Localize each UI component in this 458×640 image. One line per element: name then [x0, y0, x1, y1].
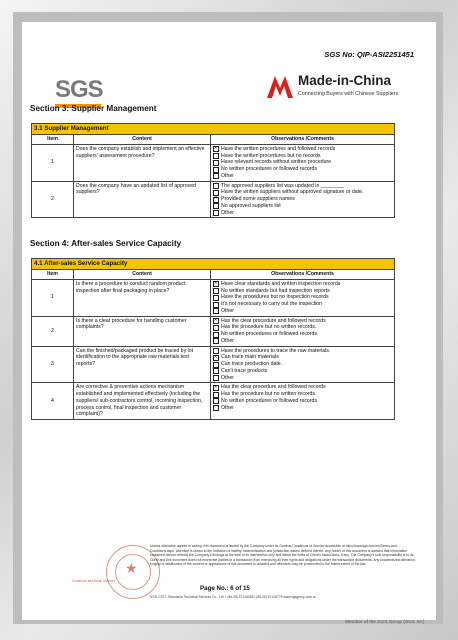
observations-cell: [211, 181, 395, 218]
checked-box-icon[interactable]: [213, 385, 219, 391]
option-label: Provided some suppliers names: [221, 196, 295, 203]
unchecked-box-icon[interactable]: [213, 203, 219, 209]
option-label: Other: [221, 209, 234, 216]
checked-box-icon[interactable]: [213, 355, 219, 361]
member-of-sgs: Member of the SGS Group (SGS SA): [345, 620, 425, 625]
option-label: No written standards but had inspection reports: [221, 287, 330, 294]
observation-option: [213, 210, 392, 217]
table-title: 3.1 Supplier Management: [32, 124, 395, 135]
option-label: Have clear standards and written inspection records: [221, 280, 341, 287]
unchecked-box-icon[interactable]: [213, 210, 219, 216]
option-label: No written procedures or followed records.: [221, 331, 319, 338]
section-3-title: Section 3: Supplier Management: [30, 104, 157, 113]
unchecked-box-icon[interactable]: [213, 368, 219, 374]
company-address: SGS-CSTC Standards Technical Services Co., Ltd. t (86-25) 67128085 f (86-25) 67128775 www.sgsgroup.com.cn: [150, 595, 317, 599]
observation-option: [213, 301, 392, 308]
unchecked-box-icon[interactable]: [213, 295, 219, 301]
checked-box-icon[interactable]: [213, 197, 219, 203]
option-label: Has the clear procedure and followed records: [221, 384, 326, 391]
option-label: No written procedures or followed records.: [221, 397, 319, 404]
item-number: 3: [32, 346, 74, 383]
observation-option: [213, 318, 392, 325]
observation-option: [213, 324, 392, 331]
item-number: 1: [32, 279, 74, 316]
option-label: No written procedures or followed records: [221, 166, 318, 173]
option-label: Can trace main materials: [221, 354, 279, 361]
option-label: Other: [221, 307, 234, 314]
table-row: [32, 144, 395, 181]
observation-option: [213, 288, 392, 295]
observation-option: [213, 153, 392, 160]
sgs-report-number: SGS No: QIP-ASI2251451: [324, 50, 414, 59]
option-label: Have the procedures to trace the raw materials.: [221, 347, 331, 354]
column-header-observations: Observations /Comments: [211, 135, 395, 145]
observation-option: [213, 189, 392, 196]
unchecked-box-icon[interactable]: [213, 362, 219, 368]
option-label: Can't trace products: [221, 367, 268, 374]
unchecked-box-icon[interactable]: [213, 167, 219, 173]
column-header-observations: Observations /Comments: [211, 270, 395, 280]
observation-option: [213, 338, 392, 345]
observation-option: [213, 375, 392, 382]
unchecked-box-icon[interactable]: [213, 375, 219, 381]
observation-option: [213, 361, 392, 368]
item-content: Does the company establish and implement an effective suppliers' assessment procedure?: [74, 144, 211, 181]
observation-option: [213, 159, 392, 166]
unchecked-box-icon[interactable]: [213, 392, 219, 398]
column-header-content: Content: [74, 135, 211, 145]
unchecked-box-icon[interactable]: [213, 308, 219, 314]
item-content: Is there a clear procedure for handling customer complaints?: [74, 316, 211, 346]
document-page: [22, 22, 436, 625]
checked-box-icon[interactable]: [213, 146, 219, 152]
table-row: [32, 346, 395, 383]
item-content: Is there a procedure to conduct random product inspection after final packaging in place?: [74, 279, 211, 316]
sgs-logo-text: SGS: [55, 76, 103, 103]
table-row: [32, 181, 395, 218]
checked-box-icon[interactable]: [213, 281, 219, 287]
observation-option: [213, 183, 392, 190]
unchecked-box-icon[interactable]: [213, 398, 219, 404]
option-label: Has the clear procedure and followed records: [221, 317, 326, 324]
option-label: Have the written suppliers without approved signature or date.: [221, 189, 364, 196]
column-header-item: Item: [32, 270, 74, 280]
observation-option: [213, 308, 392, 315]
made-in-china-name: Made-in-China: [298, 73, 391, 88]
option-label: The approved suppliers list was updated in ________: [221, 182, 344, 189]
made-in-china-logo: [266, 70, 426, 106]
option-label: No approved suppliers list: [221, 202, 281, 209]
observation-option: [213, 348, 392, 355]
contract-mark-text: Consumer and Retail Services: [72, 579, 116, 583]
option-label: Has the procedure but no written records.: [221, 324, 317, 331]
observation-option: [213, 196, 392, 203]
column-header-item: Item: [32, 135, 74, 145]
item-number: 2: [32, 316, 74, 346]
observation-option: [213, 294, 392, 301]
option-label: Other: [221, 337, 234, 344]
table-title: 4.1 After-sales Service Capacity: [32, 259, 395, 270]
item-number: 1: [32, 144, 74, 181]
observation-option: [213, 146, 392, 153]
unchecked-box-icon[interactable]: [213, 153, 219, 159]
made-in-china-tagline: Connecting Buyers with Chinese Suppliers: [298, 91, 399, 97]
observation-option: [213, 173, 392, 180]
page-number: Page No.: 6 of 15: [200, 585, 250, 592]
seal-star-icon: ★: [125, 560, 138, 576]
unchecked-box-icon[interactable]: [213, 288, 219, 294]
unchecked-box-icon[interactable]: [213, 405, 219, 411]
after-sales-table: [31, 258, 395, 420]
observation-option: [213, 331, 392, 338]
option-label: Other: [221, 404, 234, 411]
item-content: Does the company have an updated list of approved suppliers?: [74, 181, 211, 218]
unchecked-box-icon[interactable]: [213, 338, 219, 344]
option-label: Can trace production date.: [221, 361, 283, 368]
checked-box-icon[interactable]: [213, 318, 219, 324]
option-label: Other: [221, 374, 234, 381]
unchecked-box-icon[interactable]: [213, 332, 219, 338]
column-header-content: Content: [74, 270, 211, 280]
observation-option: [213, 354, 392, 361]
item-number: 2: [32, 181, 74, 218]
item-number: 4: [32, 383, 74, 420]
table-row: [32, 316, 395, 346]
observations-cell: [211, 346, 395, 383]
observations-cell: [211, 316, 395, 346]
observation-option: [213, 368, 392, 375]
supplier-management-table: [31, 123, 395, 218]
observation-option: [213, 391, 392, 398]
unchecked-box-icon[interactable]: [213, 160, 219, 166]
option-label: Have the written procedures and followed records: [221, 145, 336, 152]
option-label: Has the procedure but no written records.: [221, 391, 317, 398]
item-content: Are corrective & preventive actions mechanism established and implemented effectively (including the suppliers/ sub-contractors control, incoming inspection, process control, final inspection and customer complaint)?: [74, 383, 211, 420]
observation-option: [213, 281, 392, 288]
option-label: Other: [221, 172, 234, 179]
observation-option: [213, 405, 392, 412]
observation-option: [213, 398, 392, 405]
section-4-title: Section 4: After-sales Service Capacity: [30, 239, 182, 248]
observations-cell: [211, 279, 395, 316]
option-label: It's not necessary to carry out the inspection: [221, 301, 323, 308]
item-content: Can the finished/packaged product be traced by lot identification to the appropriate raw materials test reports?: [74, 346, 211, 383]
observations-cell: [211, 144, 395, 181]
unchecked-box-icon[interactable]: [213, 325, 219, 331]
observation-option: [213, 203, 392, 210]
observations-cell: [211, 383, 395, 420]
unchecked-box-icon[interactable]: [213, 173, 219, 179]
table-row: [32, 383, 395, 420]
unchecked-box-icon[interactable]: [213, 302, 219, 308]
observation-option: [213, 166, 392, 173]
option-label: Have relevant records without written procedure: [221, 159, 332, 166]
disclaimer-text: Unless otherwise agreed in writing, this document is issued by the Company under its General Conditions of Service accessible at http://www.sgs.com/en/Terms-and-Conditions.aspx. Attention is drawn to the limitation of liability, indemnification and jurisdiction issues defined therein. Any holder of this document is advised that information contained hereon reflects the Company's findings at the time of its intervention only and within the limits of Client's instructions, if any. The Company's sole responsibility is to its Client and this document does not exonerate parties to a transaction from exercising all their rights and obligations under the transaction documents. Any unauthorized alteration, forgery or falsification of the content or appearance of this document is unlawful and offenders may be prosecuted to the fullest extent of the law.: [150, 544, 416, 567]
observation-option: [213, 384, 392, 391]
option-label: Have the procedures but no inspection records: [221, 294, 329, 301]
option-label: Have the written procedures but no records: [221, 152, 321, 159]
table-row: [32, 279, 395, 316]
made-in-china-mark-icon: [266, 72, 294, 100]
unchecked-box-icon[interactable]: [213, 183, 219, 189]
